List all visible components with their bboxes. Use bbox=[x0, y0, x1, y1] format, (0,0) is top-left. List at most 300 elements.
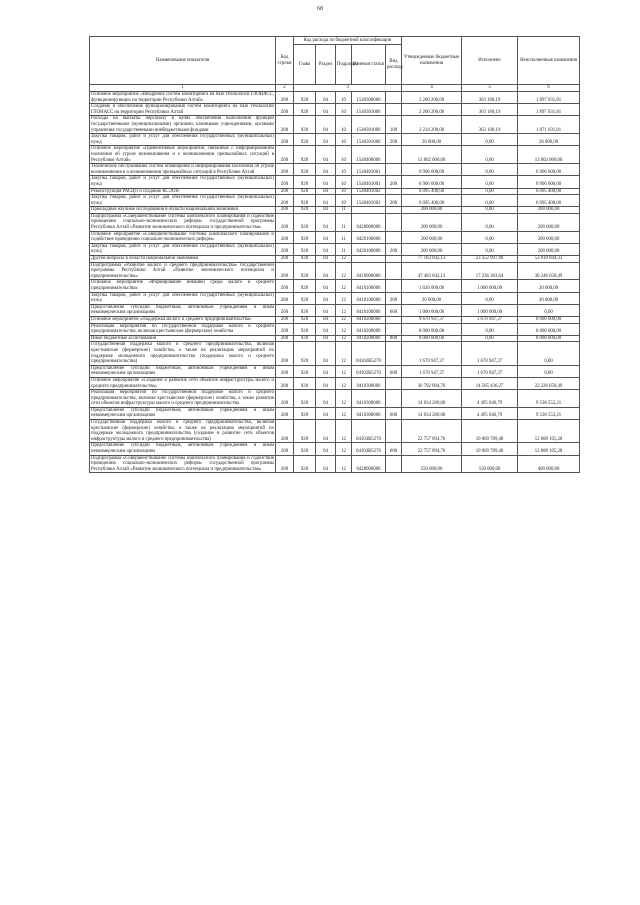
row-line-code: 200 bbox=[276, 213, 294, 231]
row-approved: 14 034 200,00 bbox=[402, 390, 462, 408]
row-chapter: 928 bbox=[294, 213, 316, 231]
row-name: Закупка товаров, работ и услуг для обеспечения государственных (муниципальных) нужд bbox=[91, 292, 274, 304]
row-section: 04 bbox=[316, 213, 336, 231]
table-row bbox=[90, 104, 580, 116]
row-approved: 200 000,00 bbox=[402, 207, 462, 214]
row-chapter: 928 bbox=[294, 420, 316, 443]
table-row bbox=[90, 304, 580, 316]
row-target: 0410300000 bbox=[352, 390, 386, 408]
row-chapter: 928 bbox=[294, 231, 316, 243]
row-target: 04102R5270 bbox=[352, 342, 386, 365]
row-chapter: 928 bbox=[294, 292, 316, 304]
row-exp-type: 600 bbox=[386, 443, 402, 455]
row-target: 0410200000 bbox=[352, 335, 386, 342]
row-name: Создание и обеспечение функционирования систем мониторинга на базе технологий ГЛОНАСС на территории Республики Алтай bbox=[91, 104, 274, 115]
table-row bbox=[90, 365, 580, 377]
row-exp-type bbox=[386, 104, 402, 116]
row-exp-type bbox=[386, 164, 402, 176]
row-name: Реализация мероприятий по государственной поддержке малого и среднего предпринимательства, включая крестьянские (фермерские) хозяйства bbox=[91, 323, 274, 335]
row-subsection: 12 bbox=[336, 420, 352, 443]
row-subsection: 12 bbox=[336, 455, 352, 473]
header-indicator: Наименование показателя bbox=[90, 37, 276, 85]
row-approved: 47 483 042,13 bbox=[402, 262, 462, 280]
row-approved: 36 792 094,76 bbox=[402, 377, 462, 389]
row-target: 1540401001 bbox=[352, 164, 386, 176]
row-executed: 0,00 bbox=[462, 213, 518, 231]
row-target: 0410100000 bbox=[352, 280, 386, 292]
table-row bbox=[90, 262, 580, 280]
row-target: 04103R5270 bbox=[352, 443, 386, 455]
row-chapter: 928 bbox=[294, 335, 316, 342]
row-subsection: 12 bbox=[336, 304, 352, 316]
row-line-code: 200 bbox=[276, 443, 294, 455]
row-target bbox=[352, 256, 386, 263]
header-line-code: Код строки bbox=[276, 37, 294, 85]
row-line-code: 200 bbox=[276, 164, 294, 176]
row-line-code: 200 bbox=[276, 134, 294, 146]
row-subsection: 11 bbox=[336, 207, 352, 214]
row-unexecuted: 0,00 bbox=[518, 342, 580, 365]
row-target: 0410000000 bbox=[352, 262, 386, 280]
row-subsection: 10 bbox=[336, 188, 352, 195]
row-exp-type: 600 bbox=[386, 407, 402, 419]
row-section: 04 bbox=[316, 365, 336, 377]
row-line-code: 200 bbox=[276, 377, 294, 389]
row-target: 1540400000 bbox=[352, 146, 386, 164]
row-chapter: 928 bbox=[294, 280, 316, 292]
row-section: 04 bbox=[316, 207, 336, 214]
row-line-code: 200 bbox=[276, 116, 294, 134]
row-approved: 200 000,00 bbox=[402, 243, 462, 255]
row-target: 04102R5270 bbox=[352, 365, 386, 377]
row-subsection: 12 bbox=[336, 292, 352, 304]
row-approved: 14 034 200,00 bbox=[402, 407, 462, 419]
table-row bbox=[90, 164, 580, 176]
row-target: 0420000000 bbox=[352, 213, 386, 231]
row-subsection: 12 bbox=[336, 443, 352, 455]
row-name: Предоставление субсидий бюджетным, автономным учреждениям и иным некоммерческим организациям bbox=[91, 304, 274, 316]
row-subsection: 12 bbox=[336, 335, 352, 342]
row-subsection: 12 bbox=[336, 377, 352, 389]
table-row bbox=[90, 134, 580, 146]
row-target: 1540301000 bbox=[352, 134, 386, 146]
row-section: 04 bbox=[316, 455, 336, 473]
row-chapter: 928 bbox=[294, 443, 316, 455]
row-approved: 1 670 947,37 bbox=[402, 365, 462, 377]
row-executed: 1 670 947,37 bbox=[462, 342, 518, 365]
row-name: Иные бюджетные ассигнования bbox=[90, 335, 276, 342]
row-unexecuted: 200 000,00 bbox=[518, 207, 580, 214]
row-section: 04 bbox=[316, 292, 336, 304]
row-exp-type bbox=[386, 280, 402, 292]
row-section: 04 bbox=[316, 104, 336, 116]
table-row bbox=[90, 377, 580, 389]
row-line-code: 200 bbox=[276, 455, 294, 473]
row-chapter: 928 bbox=[294, 176, 316, 188]
row-unexecuted: 0,00 bbox=[518, 365, 580, 377]
row-section: 04 bbox=[316, 316, 336, 323]
row-approved: 26 000,00 bbox=[402, 134, 462, 146]
row-section: 04 bbox=[316, 262, 336, 280]
row-subsection: 12 bbox=[336, 407, 352, 419]
row-subsection: 11 bbox=[336, 243, 352, 255]
header-chapter: Глава bbox=[294, 45, 316, 85]
row-chapter: 928 bbox=[294, 304, 316, 316]
row-unexecuted: 200 000,00 bbox=[518, 243, 580, 255]
row-unexecuted: 200 000,00 bbox=[518, 213, 580, 231]
row-name: Закупка товаров, работ и услуг для обеспечения государственных (муниципальных) нужд bbox=[91, 195, 274, 206]
row-chapter: 928 bbox=[294, 164, 316, 176]
row-chapter: 928 bbox=[294, 455, 316, 473]
row-executed: 0,00 bbox=[462, 176, 518, 188]
row-chapter: 928 bbox=[294, 104, 316, 116]
row-name: Реализация мероприятий по государственной поддержке малого и среднего предпринимательства, включая крестьянские (фермерские) хозяйства, а также развитие сети объектов инфраструктуры малого и среднего предпринимательства bbox=[91, 390, 274, 407]
row-name: Основное мероприятие «Совершенствование системы комплексного планирования и содействие проведению социально-экономических реформ» bbox=[91, 231, 274, 243]
row-executed: 0,00 bbox=[462, 207, 518, 214]
row-subsection: 12 bbox=[336, 323, 352, 335]
row-line-code: 200 bbox=[276, 304, 294, 316]
row-chapter: 928 bbox=[294, 342, 316, 365]
row-chapter: 928 bbox=[294, 116, 316, 134]
row-section: 04 bbox=[316, 323, 336, 335]
row-unexecuted: 12 688 105,28 bbox=[518, 443, 580, 455]
row-executed: 0,00 bbox=[462, 188, 518, 195]
row-exp-type bbox=[386, 188, 402, 195]
row-executed: 150 000,00 bbox=[462, 455, 518, 473]
row-section: 04 bbox=[316, 176, 336, 188]
row-target: 0420100000 bbox=[352, 231, 386, 243]
row-chapter: 928 bbox=[294, 323, 316, 335]
row-name: Государственная поддержка малого и среднего предпринимательства, включая крестьянские (фермерские) хозяйства, а также на реализацию мероприятий по поддержке молодежного предпринимательства (поддержка малого и среднего предпринимательства) bbox=[91, 342, 274, 365]
row-exp-type: 200 bbox=[386, 195, 402, 207]
table-row bbox=[90, 407, 580, 419]
row-approved: 9 670 947,37 bbox=[402, 316, 462, 323]
row-section: 04 bbox=[316, 420, 336, 443]
row-chapter: 928 bbox=[294, 195, 316, 207]
row-section: 04 bbox=[316, 280, 336, 292]
row-line-code: 200 bbox=[276, 231, 294, 243]
row-subsection: 12 bbox=[336, 390, 352, 408]
row-section: 04 bbox=[316, 407, 336, 419]
row-subsection: 11 bbox=[336, 231, 352, 243]
row-executed: 10 069 789,48 bbox=[462, 443, 518, 455]
row-target: 0410100000 bbox=[352, 304, 386, 316]
row-exp-type bbox=[386, 390, 402, 408]
row-executed: 0,00 bbox=[462, 146, 518, 164]
table-row bbox=[90, 455, 580, 473]
row-name: Подпрограмма «Совершенствование системы комплексного планирования и содействие проведению социально-экономических реформ» государственной программы Республики Алтай «Развитие экономического потенциала и предпринимательства» bbox=[91, 455, 274, 472]
row-unexecuted: 30 246 658,49 bbox=[518, 262, 580, 280]
row-executed: 363 168,19 bbox=[462, 116, 518, 134]
row-line-code: 200 bbox=[276, 390, 294, 408]
table-row bbox=[90, 323, 580, 335]
row-executed: 4 495 646,79 bbox=[462, 407, 518, 419]
row-approved: 1 020 000,00 bbox=[402, 280, 462, 292]
row-name: Реконструкция РАСЦО и создание КСЭОН bbox=[90, 188, 276, 195]
table-row bbox=[90, 256, 580, 263]
row-approved: 8 000 000,00 bbox=[402, 323, 462, 335]
row-unexecuted: 6 095 400,00 bbox=[518, 188, 580, 195]
row-exp-type bbox=[386, 342, 402, 365]
row-name: Основное мероприятие «Превентивные мероприятия, связанные с информированием населения об угрозе возникновения и о возникновении чрезвычайных ситуаций в Республике Алтай» bbox=[91, 146, 274, 163]
row-executed: 0,00 bbox=[462, 292, 518, 304]
row-executed: 1 670 947,37 bbox=[462, 316, 518, 323]
table-row bbox=[90, 207, 580, 214]
row-unexecuted: 9 538 553,21 bbox=[518, 407, 580, 419]
row-line-code: 200 bbox=[276, 176, 294, 188]
row-exp-type bbox=[386, 213, 402, 231]
header-executed: Исполнено bbox=[462, 37, 518, 85]
row-target bbox=[352, 207, 386, 214]
row-executed: 23 352 997,80 bbox=[462, 256, 518, 263]
row-chapter: 928 bbox=[294, 146, 316, 164]
row-approved: 200 000,00 bbox=[402, 231, 462, 243]
row-exp-type: 200 bbox=[386, 176, 402, 188]
row-line-code: 200 bbox=[276, 342, 294, 365]
row-executed: 14 565 436,27 bbox=[462, 377, 518, 389]
row-section: 04 bbox=[316, 195, 336, 207]
col-number: 6 bbox=[518, 85, 580, 92]
table-row bbox=[90, 443, 580, 455]
row-chapter: 928 bbox=[294, 262, 316, 280]
row-line-code: 200 bbox=[276, 292, 294, 304]
row-exp-type bbox=[386, 377, 402, 389]
row-unexecuted: 8 000 000,00 bbox=[518, 323, 580, 335]
row-exp-type bbox=[386, 316, 402, 323]
row-target: 1540401002 bbox=[352, 195, 386, 207]
row-chapter: 928 bbox=[294, 207, 316, 214]
row-executed: 1 670 947,37 bbox=[462, 365, 518, 377]
row-executed: 0,00 bbox=[462, 335, 518, 342]
row-executed: 363 168,19 bbox=[462, 104, 518, 116]
row-line-code: 200 bbox=[276, 280, 294, 292]
row-line-code: 200 bbox=[276, 335, 294, 342]
row-unexecuted: 12 688 105,28 bbox=[518, 420, 580, 443]
row-executed: 4 495 646,79 bbox=[462, 390, 518, 408]
table-row bbox=[90, 342, 580, 365]
row-target: 0420100000 bbox=[352, 243, 386, 255]
row-target: 0410300000 bbox=[352, 377, 386, 389]
row-line-code: 200 bbox=[276, 323, 294, 335]
row-subsection: 11 bbox=[336, 213, 352, 231]
row-name: Закупка товаров, работ и услуг для обеспечения государственных (муниципальных) нужд bbox=[91, 176, 274, 187]
header-exp-type: Вид расхода bbox=[386, 45, 402, 85]
row-chapter: 928 bbox=[294, 407, 316, 419]
row-exp-type bbox=[386, 420, 402, 443]
row-executed: 363 168,19 bbox=[462, 92, 518, 104]
row-section: 04 bbox=[316, 134, 336, 146]
row-subsection: 10 bbox=[336, 92, 352, 104]
table-row bbox=[90, 280, 580, 292]
row-exp-type: 200 bbox=[386, 292, 402, 304]
row-target: 0410200000 bbox=[352, 323, 386, 335]
row-unexecuted: 200 000,00 bbox=[518, 231, 580, 243]
header-approved: Утвержденные бюджетные назначения bbox=[402, 37, 462, 85]
row-line-code: 200 bbox=[276, 188, 294, 195]
row-exp-type: 600 bbox=[386, 304, 402, 316]
table-row bbox=[90, 292, 580, 304]
row-unexecuted: 1 871 031,81 bbox=[518, 116, 580, 134]
row-subsection: 12 bbox=[336, 256, 352, 263]
row-target: 1540301000 bbox=[352, 104, 386, 116]
row-target: 04103R5270 bbox=[352, 420, 386, 443]
table-row bbox=[90, 92, 580, 104]
row-approved: 20 000,00 bbox=[402, 292, 462, 304]
row-approved: 2 234 200,00 bbox=[402, 116, 462, 134]
row-exp-type bbox=[386, 262, 402, 280]
table-row bbox=[90, 390, 580, 408]
row-approved: 1 670 947,37 bbox=[402, 342, 462, 365]
row-executed: 17 236 383,64 bbox=[462, 262, 518, 280]
row-chapter: 928 bbox=[294, 134, 316, 146]
row-line-code: 200 bbox=[276, 243, 294, 255]
row-approved: 6 906 600,00 bbox=[402, 164, 462, 176]
row-name: Прикладные научные исследования в области национальной экономики bbox=[90, 207, 276, 214]
budget-table bbox=[89, 36, 580, 473]
row-name: Расходы на выплаты персоналу в целях обеспечения выполнения функций государственными (муниципальными) органами, казенными учреждениями, органами управления государственными внебюджетными фондами bbox=[91, 116, 274, 133]
row-exp-type bbox=[386, 231, 402, 243]
row-exp-type: 800 bbox=[386, 335, 402, 342]
row-chapter: 928 bbox=[294, 365, 316, 377]
row-line-code: 200 bbox=[276, 146, 294, 164]
row-section: 04 bbox=[316, 146, 336, 164]
row-section: 04 bbox=[316, 377, 336, 389]
row-name: Другие вопросы в области национальной экономики bbox=[90, 256, 276, 263]
row-target: 1540300000 bbox=[352, 92, 386, 104]
row-name: Основное мероприятие «Внедрение систем мониторинга на базе технологий ГЛОНАСС, функционирующих на территории Республики Алтай» bbox=[91, 92, 274, 103]
row-approved: 1 000 000,00 bbox=[402, 304, 462, 316]
row-unexecuted: 8 000 000,00 bbox=[518, 316, 580, 323]
row-unexecuted: 6 906 600,00 bbox=[518, 164, 580, 176]
row-chapter: 928 bbox=[294, 92, 316, 104]
row-unexecuted: 20 000,00 bbox=[518, 280, 580, 292]
row-approved: 22 757 894,76 bbox=[402, 443, 462, 455]
row-section: 04 bbox=[316, 188, 336, 195]
row-exp-type bbox=[386, 146, 402, 164]
row-exp-type bbox=[386, 323, 402, 335]
row-section: 04 bbox=[316, 304, 336, 316]
row-name: Закупка товаров, работ и услуг для обеспечения государственных (муниципальных) нужд bbox=[91, 134, 274, 145]
row-unexecuted: 400 000,00 bbox=[518, 455, 580, 473]
row-unexecuted: 6 095 400,00 bbox=[518, 195, 580, 207]
row-exp-type bbox=[386, 92, 402, 104]
row-exp-type bbox=[386, 207, 402, 214]
row-approved: 2 260 200,00 bbox=[402, 104, 462, 116]
row-line-code: 200 bbox=[276, 420, 294, 443]
row-executed: 0,00 bbox=[462, 134, 518, 146]
row-name: Основное мероприятие «Формирование внешней среды малого и среднего предпринимательства» bbox=[91, 280, 274, 291]
row-section: 04 bbox=[316, 342, 336, 365]
row-name: Предоставление субсидий бюджетным, автономным учреждениям и иным некоммерческим организациям bbox=[91, 365, 274, 377]
row-line-code: 200 bbox=[276, 104, 294, 116]
table-body bbox=[90, 92, 580, 473]
row-executed: 0,00 bbox=[462, 243, 518, 255]
row-executed: 0,00 bbox=[462, 164, 518, 176]
row-subsection: 10 bbox=[336, 116, 352, 134]
row-executed: 0,00 bbox=[462, 195, 518, 207]
row-approved: 77 163 042,13 bbox=[402, 256, 462, 263]
row-target: 0420000000 bbox=[352, 455, 386, 473]
header-classification: Код расхода по бюджетной классификации bbox=[294, 37, 402, 45]
row-unexecuted: 0,00 bbox=[518, 304, 580, 316]
row-line-code: 200 bbox=[276, 407, 294, 419]
table-row bbox=[90, 188, 580, 195]
row-section: 04 bbox=[316, 243, 336, 255]
row-executed: 1 000 000,00 bbox=[462, 304, 518, 316]
row-line-code: 200 bbox=[276, 92, 294, 104]
row-chapter: 928 bbox=[294, 256, 316, 263]
row-section: 04 bbox=[316, 256, 336, 263]
row-unexecuted: 20 000,00 bbox=[518, 292, 580, 304]
table-row bbox=[90, 420, 580, 443]
col-number: 3 bbox=[294, 85, 402, 92]
row-exp-type: 200 bbox=[386, 243, 402, 255]
row-chapter: 928 bbox=[294, 377, 316, 389]
row-approved: 6 095 400,00 bbox=[402, 195, 462, 207]
row-subsection: 10 bbox=[336, 146, 352, 164]
page-number: 68 bbox=[317, 6, 323, 12]
table-row bbox=[90, 213, 580, 231]
row-unexecuted: 6 906 600,00 bbox=[518, 176, 580, 188]
row-subsection: 10 bbox=[336, 176, 352, 188]
row-subsection: 12 bbox=[336, 342, 352, 365]
row-line-code: 200 bbox=[276, 195, 294, 207]
header-unexecuted: Неисполненные назначения bbox=[518, 37, 580, 85]
row-line-code: 200 bbox=[276, 316, 294, 323]
table-row bbox=[90, 146, 580, 164]
row-unexecuted: 9 538 553,21 bbox=[518, 390, 580, 408]
row-name: Подпрограмма «Развитие малого и среднего предпринимательства» государственной программы Республики Алтай «Развитие экономического потенциала и предпринимательства» bbox=[91, 262, 274, 279]
row-target: 1540401001 bbox=[352, 176, 386, 188]
row-name: Предоставление субсидий бюджетным, автономным учреждениям и иным некоммерческим организациям bbox=[91, 407, 274, 419]
row-unexecuted: 8 000 000,00 bbox=[518, 335, 580, 342]
row-unexecuted: 1 897 031,81 bbox=[518, 104, 580, 116]
row-subsection: 10 bbox=[336, 164, 352, 176]
row-approved: 13 002 000,00 bbox=[402, 146, 462, 164]
row-section: 04 bbox=[316, 92, 336, 104]
row-exp-type: 600 bbox=[386, 365, 402, 377]
row-name: Государственная поддержка малого и среднего предпринимательства, включая крестьянские (фермерские) хозяйства, а также на реализацию мероприятий по поддержке молодежного предпринимательства (создание и развитие сети объектов инфраструктуры малого и среднего предпринимательства) bbox=[91, 420, 274, 442]
row-subsection: 10 bbox=[336, 104, 352, 116]
row-target: 1540401002 bbox=[352, 188, 386, 195]
row-approved: 550 000,00 bbox=[402, 455, 462, 473]
col-number: 4 bbox=[402, 85, 462, 92]
table-row bbox=[90, 176, 580, 188]
row-exp-type: 200 bbox=[386, 134, 402, 146]
row-executed: 0,00 bbox=[462, 231, 518, 243]
row-target: 0410300000 bbox=[352, 407, 386, 419]
header-target: Целевая статья bbox=[352, 45, 386, 85]
row-executed: 0,00 bbox=[462, 323, 518, 335]
row-subsection: 12 bbox=[336, 365, 352, 377]
header-section: Раздел bbox=[316, 45, 336, 85]
table-row bbox=[90, 231, 580, 243]
row-unexecuted: 13 002 000,00 bbox=[518, 146, 580, 164]
row-subsection: 12 bbox=[336, 262, 352, 280]
row-unexecuted: 1 897 031,81 bbox=[518, 92, 580, 104]
row-approved: 6 906 600,00 bbox=[402, 176, 462, 188]
row-unexecuted: 22 226 658,49 bbox=[518, 377, 580, 389]
row-line-code: 200 bbox=[276, 262, 294, 280]
row-section: 04 bbox=[316, 231, 336, 243]
row-subsection: 10 bbox=[336, 134, 352, 146]
row-name: Подпрограмма «Совершенствование системы комплексного планирования и содействие проведению социально-экономических реформ» государственной программы Республики Алтай «Развитие экономического потенциала и предпринимательства» bbox=[91, 213, 274, 231]
row-target: 0410200000 bbox=[352, 316, 386, 323]
row-unexecuted: 53 810 044,33 bbox=[518, 256, 580, 263]
row-approved: 2 260 200,00 bbox=[402, 92, 462, 104]
col-number: 1 bbox=[90, 85, 276, 92]
row-exp-type bbox=[386, 455, 402, 473]
